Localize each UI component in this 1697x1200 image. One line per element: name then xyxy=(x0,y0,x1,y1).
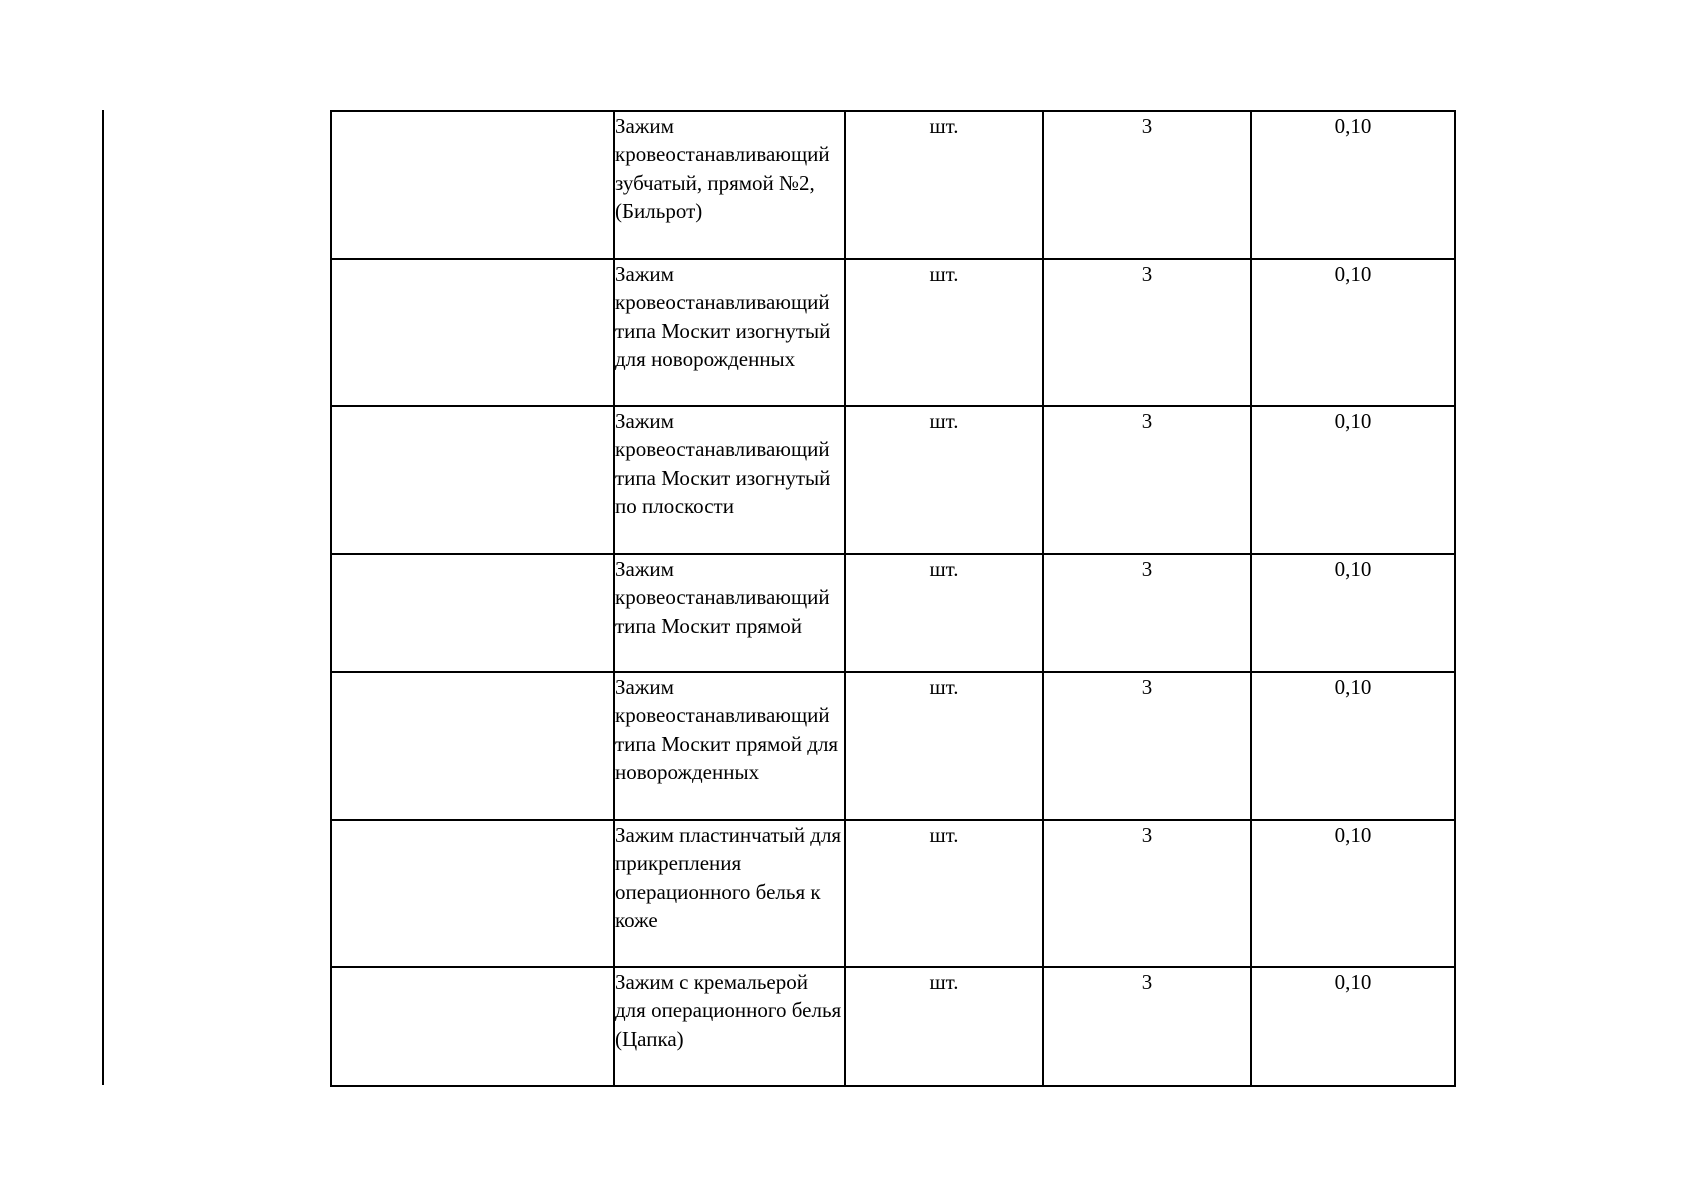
value-cell: 0,10 xyxy=(1251,672,1455,820)
item-name-cell: Зажим кровеостанавливающий типа Москит прямой xyxy=(614,554,845,672)
unit-cell: шт. xyxy=(845,554,1043,672)
quantity-cell: 3 xyxy=(1043,967,1251,1086)
item-name-cell: Зажим кровеостанавливающий типа Москит изогнутый для новорожденных xyxy=(614,259,845,406)
value-cell: 0,10 xyxy=(1251,406,1455,554)
unit-cell: шт. xyxy=(845,820,1043,967)
table-row xyxy=(331,111,1455,259)
empty-cell xyxy=(331,406,614,554)
value-cell: 0,10 xyxy=(1251,259,1455,406)
item-name-cell: Зажим кровеостанавливающий типа Москит прямой для новорожденных xyxy=(614,672,845,820)
value-cell: 0,10 xyxy=(1251,820,1455,967)
quantity-cell: 3 xyxy=(1043,111,1251,259)
quantity-cell: 3 xyxy=(1043,259,1251,406)
unit-cell: шт. xyxy=(845,259,1043,406)
item-name-cell: Зажим кровеостанавливающий типа Москит изогнутый по плоскости xyxy=(614,406,845,554)
unit-cell: шт. xyxy=(845,967,1043,1086)
table-row xyxy=(331,406,1455,554)
item-name-cell: Зажим пластинчатый для прикрепления операционного белья к коже xyxy=(614,820,845,967)
table-row xyxy=(331,820,1455,967)
quantity-cell: 3 xyxy=(1043,406,1251,554)
empty-cell xyxy=(331,672,614,820)
item-name-cell: Зажим с кремальерой для операционного белья (Цапка) xyxy=(614,967,845,1086)
empty-cell xyxy=(331,111,614,259)
value-cell: 0,10 xyxy=(1251,111,1455,259)
table-row xyxy=(331,259,1455,406)
empty-cell xyxy=(331,259,614,406)
value-cell: 0,10 xyxy=(1251,967,1455,1086)
empty-cell xyxy=(331,554,614,672)
unit-cell: шт. xyxy=(845,672,1043,820)
left-margin-line xyxy=(102,110,104,1085)
quantity-cell: 3 xyxy=(1043,820,1251,967)
table-row xyxy=(331,554,1455,672)
empty-cell xyxy=(331,967,614,1086)
unit-cell: шт. xyxy=(845,406,1043,554)
items-table xyxy=(330,110,1456,1087)
value-cell: 0,10 xyxy=(1251,554,1455,672)
item-name-cell: Зажим кровеостанавливающий зубчатый, прямой №2, (Бильрот) xyxy=(614,111,845,259)
table-row xyxy=(331,672,1455,820)
quantity-cell: 3 xyxy=(1043,672,1251,820)
unit-cell: шт. xyxy=(845,111,1043,259)
empty-cell xyxy=(331,820,614,967)
table-row xyxy=(331,967,1455,1086)
quantity-cell: 3 xyxy=(1043,554,1251,672)
